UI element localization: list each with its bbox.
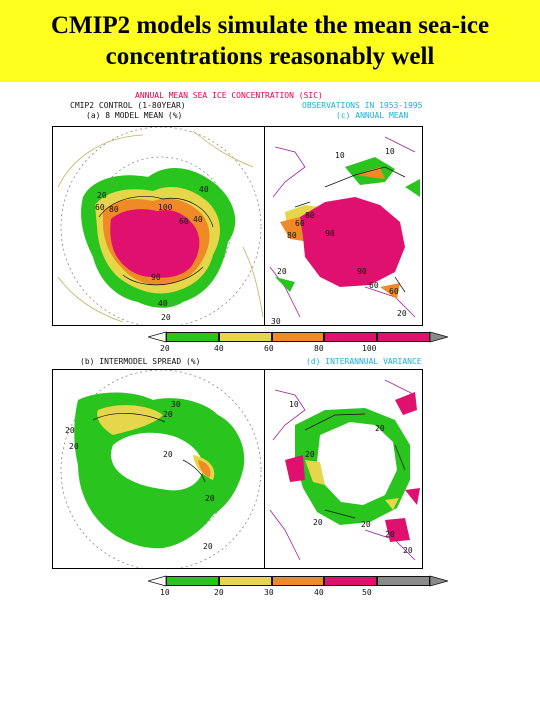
colorbar-bottom-tick-4: 40 — [314, 588, 324, 597]
panel-d-label-20e: 20 — [385, 530, 395, 539]
panel-d-label-20: 20 — [305, 450, 315, 459]
left-header-line1: CMIP2 CONTROL (1-80YEAR) — [70, 101, 186, 110]
colorbar-bottom-tick-1: 10 — [160, 588, 170, 597]
colorbar-top-swatch-1 — [166, 332, 219, 342]
colorbar-bottom-swatches — [166, 576, 430, 586]
panel-a-label-60b: 60 — [179, 217, 189, 226]
panel-c-label-80b: 80 — [287, 231, 297, 240]
panel-b-label-20: 20 — [163, 410, 173, 419]
panel-a-label-100: 100 — [158, 203, 173, 212]
panel-b-label-20b: 20 — [65, 426, 75, 435]
left-header-line2: (a) 8 MODEL MEAN (%) — [86, 111, 183, 120]
panel-b-label-20f: 20 — [203, 542, 213, 551]
colorbar-top-tick-4: 80 — [314, 344, 324, 353]
right-header-line2: (c) ANNUAL MEAN — [336, 111, 409, 120]
panel-d-label-20c: 20 — [313, 518, 323, 527]
panel-a-label-80: 80 — [109, 205, 119, 214]
panel-c-label-20b: 20 — [397, 309, 407, 318]
colorbar-top-tick-1: 20 — [160, 344, 170, 353]
colorbar-top-swatch-4 — [324, 332, 377, 342]
colorbar-bottom-swatch-4 — [324, 576, 377, 586]
panel-a-label-90: 90 — [151, 273, 161, 282]
colorbar-top-tick-2: 40 — [214, 344, 224, 353]
panel-c-magenta-region — [300, 197, 405, 287]
panel-b-intermodel-spread-map — [52, 369, 266, 569]
panel-d-label-20f: 20 — [403, 546, 413, 555]
colorbar-bottom-swatch-3 — [272, 576, 325, 586]
colorbar-top-swatch-5 — [377, 332, 430, 342]
panel-b-label-20d: 20 — [163, 450, 173, 459]
panel-a-label-40: 40 — [199, 185, 209, 194]
panel-a-label-40c: 40 — [193, 215, 203, 224]
panel-a-label-20b: 20 — [161, 313, 171, 322]
panel-a-label-20: 20 — [97, 191, 107, 200]
colorbar-top-swatch-3 — [272, 332, 325, 342]
panel-d-label: (d) INTERANNUAL VARIANCE — [306, 357, 422, 366]
colorbar-bottom-swatch-1 — [166, 576, 219, 586]
colorbar-top-tick-3: 60 — [264, 344, 274, 353]
panel-c-label-60b: 60 — [389, 287, 399, 296]
panel-c-label-90: 90 — [357, 267, 367, 276]
colorbar-bottom-swatch-2 — [219, 576, 272, 586]
panel-d-label-20b: 20 — [375, 424, 385, 433]
figure-main-title: ANNUAL MEAN SEA ICE CONCENTRATION (SIC) — [135, 91, 323, 100]
slide-title-banner — [0, 0, 540, 82]
panel-c-label-10: 10 — [335, 151, 345, 160]
right-header-line1: OBSERVATIONS IN 1953-1995 — [302, 101, 423, 110]
slide-title-line2: concentrations reasonably well — [105, 43, 435, 70]
colorbar-top-swatches — [166, 332, 430, 342]
panel-b-label: (b) INTERMODEL SPREAD (%) — [80, 357, 201, 366]
panel-a-label-60: 60 — [95, 203, 105, 212]
panel-b-label-20c: 20 — [69, 442, 79, 451]
panel-b-label-30: 30 — [171, 400, 181, 409]
colorbar-top-swatch-2 — [219, 332, 272, 342]
panel-a-model-mean-map — [52, 126, 266, 326]
colorbar-bottom-swatch-5 — [377, 576, 430, 586]
colorbar-bottom-tick-5: 50 — [362, 588, 372, 597]
panel-c-observations-map — [264, 126, 423, 326]
slide-title-line1: CMIP2 models simulate the mean sea-ice — [50, 12, 490, 39]
panel-b-label-20e: 20 — [205, 494, 215, 503]
colorbar-bottom-tick-3: 30 — [264, 588, 274, 597]
panel-d-label-10: 10 — [289, 400, 299, 409]
panel-d-label-20d: 20 — [361, 520, 371, 529]
panel-d-interannual-variance-map — [264, 369, 423, 569]
panel-c-label-10b: 10 — [385, 147, 395, 156]
panel-c-label-60c: 60 — [369, 281, 379, 290]
colorbar-bottom-tick-2: 20 — [214, 588, 224, 597]
colorbar-top-tick-5: 100 — [362, 344, 377, 353]
panel-c-label-90b: 90 — [325, 229, 335, 238]
panel-a-label-40b: 40 — [158, 299, 168, 308]
panel-c-label-80: 80 — [305, 211, 315, 220]
panel-c-label-60: 60 — [295, 219, 305, 228]
panel-c-label-20: 20 — [277, 267, 287, 276]
panel-c-label-30: 30 — [271, 317, 281, 326]
